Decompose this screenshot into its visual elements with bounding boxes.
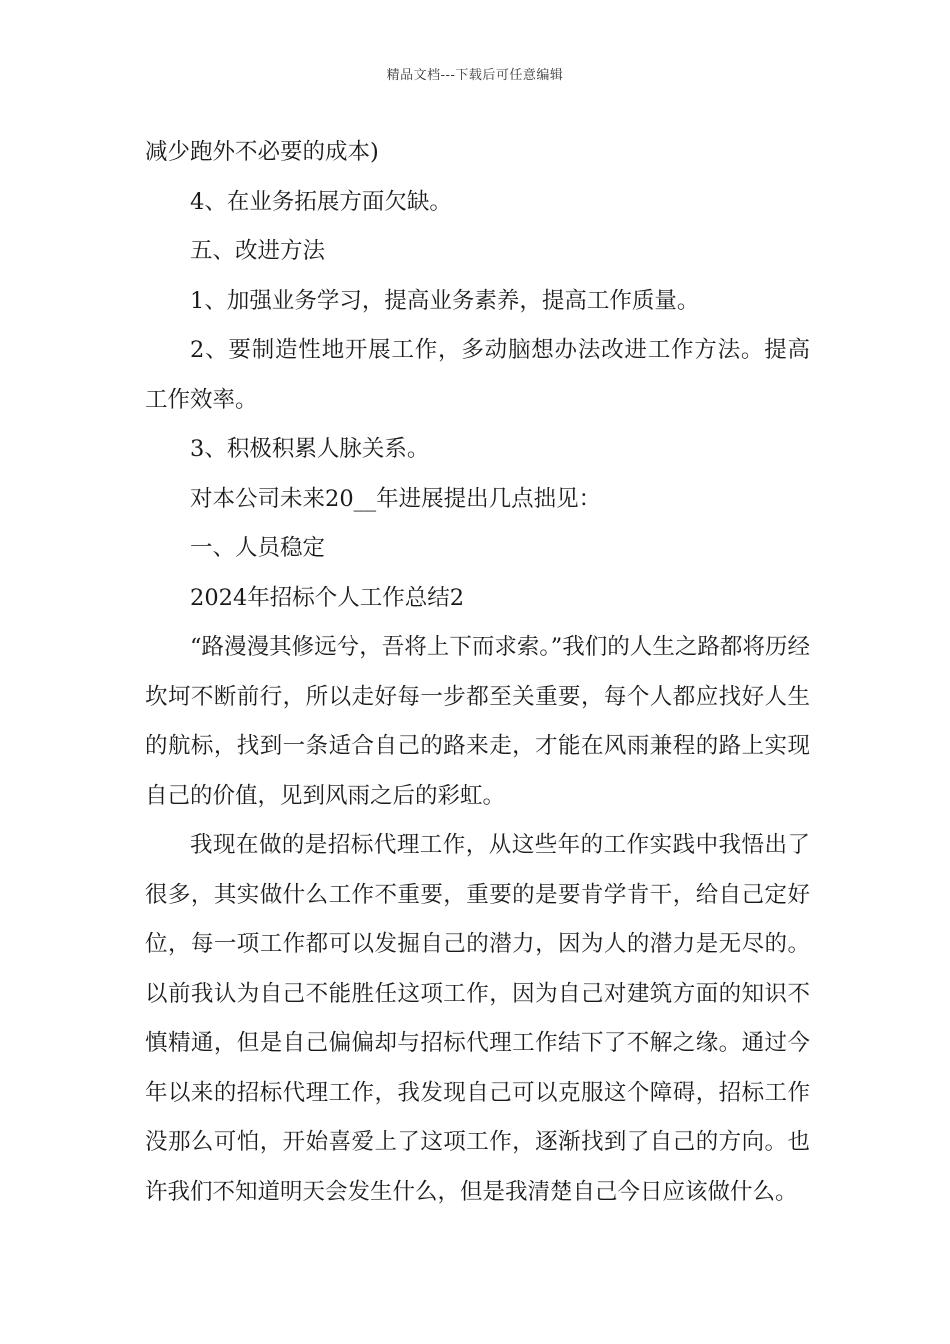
section-heading-staff: 一、人员稳定 [190, 535, 326, 561]
section-heading-improvement: 五、改进方法 [190, 238, 326, 264]
document-body [145, 128, 810, 1217]
article-title: 2024年招标个人工作总结2 [190, 584, 465, 611]
paragraph-1: 减少跑外不必要的成本) [145, 139, 379, 165]
paragraph-2: 4、在业务拓展方面欠缺。 [190, 188, 452, 215]
paragraph-11: 我现在做的是招标代理工作，从这些年的工作实践中我悟出了很多，其实做什么工作不重要，重要的是要肯学肯干，给自己定好位，每一项工作都可以发掘自己的潜力，因为人的潜力是无尽的。以前我认为自己不能胜任这项工作，因为自己对建筑方面的知识不慎精通，但是自己偏偏却与招标代理工作结下了不解之缘。通过今年以来的招标代理工作，我发现自己可以克服这个障碍，招标工作没那么可怕，开始喜爱上了这项工作，逐渐找到了自己的方向。也许我们不知道明天会发生什么，但是我清楚自己今日应该做什么。 [145, 832, 810, 1205]
page-header: 精品文档---下载后可任意编辑 [386, 68, 564, 83]
paragraph-10: “路漫漫其修远兮，吾将上下而求索。”我们的人生之路都将历经坎坷不断前行，所以走好每一步都至关重要，每个人都应找好人生的航标，找到一条适合自己的路来走，才能在风雨兼程的路上实现自己的价值，见到风雨之后的彩虹。 [145, 634, 810, 809]
paragraph-4: 1、加强业务学习，提高业务素养，提高工作质量。 [190, 287, 700, 314]
paragraph-5: 2、要制造性地开展工作，多动脑想办法改进工作方法。提高工作效率。 [145, 337, 810, 413]
paragraph-6: 3、积极积累人脉关系。 [190, 436, 430, 462]
paragraph-7: 对本公司未来20__年进展提出几点拙见： [190, 485, 602, 512]
